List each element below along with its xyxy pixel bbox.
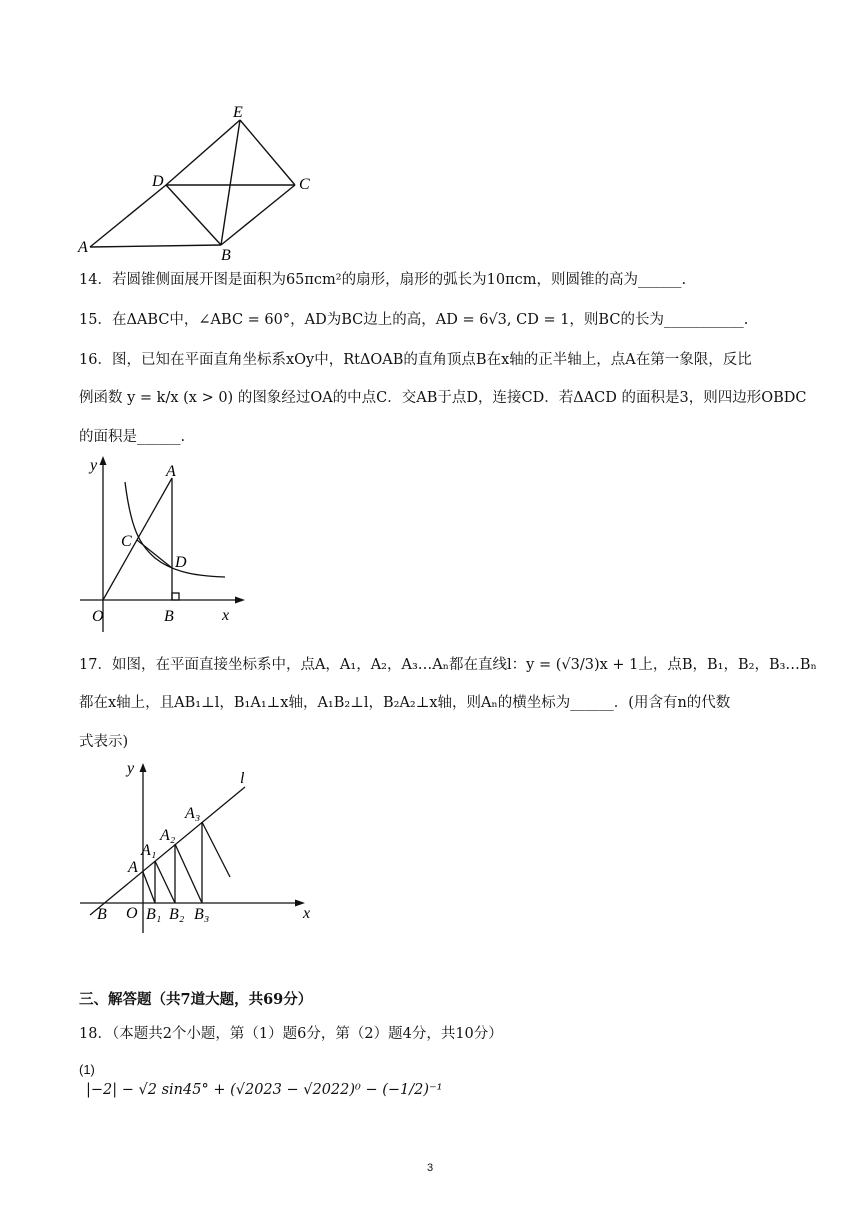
fig17-label-o: O	[126, 905, 138, 922]
fig17-label-l: l	[240, 770, 245, 787]
fig13-label-a: A	[78, 239, 88, 256]
figure-17	[75, 755, 325, 935]
question-15: 15．在ΔABC中，∠ABC = 60°，AD为BC边上的高，AD = 6√3, CD = 1，则BC的长为___________.	[79, 312, 749, 328]
question-14: 14．若圆锥侧面展开图是面积为65πcm²的扇形，扇形的弧长为10πcm，则圆锥的高为______.	[79, 272, 687, 288]
fig17-label-x: x	[303, 905, 311, 922]
question-16-line-2: 例函数 y = k/x (x > 0) 的图象经过OA的中点C．交AB于点D，连接CD．若ΔACD 的面积是3，则四边形OBDC	[79, 390, 807, 406]
question-17-line-3: 式表示)	[79, 734, 129, 750]
fig13-label-b: B	[221, 247, 231, 264]
section-3-title: 三、解答题（共7道大题，共69分）	[79, 991, 313, 1008]
fig17-label-b: B	[97, 906, 107, 923]
fig17-label-a3: A₃	[185, 805, 201, 822]
fig16-label-d: D	[175, 554, 187, 571]
page-number: 3	[426, 1162, 434, 1174]
fig16-label-o: O	[92, 608, 104, 625]
fig13-label-e: E	[233, 104, 243, 121]
figure-16	[75, 450, 255, 640]
fig13-label-c: C	[299, 176, 310, 193]
fig13-label-d: D	[152, 173, 164, 190]
figure-13	[70, 100, 330, 265]
question-16-line-1: 16．图，已知在平面直角坐标系xOy中，RtΔOAB的直角顶点B在x轴的正半轴上，点A在第一象限，反比	[79, 352, 752, 368]
fig16-label-b: B	[164, 608, 174, 625]
fig17-label-a2: A₂	[160, 827, 176, 844]
question-18-intro: 18．（本题共2个小题，第（1）题6分，第（2）题4分，共10分）	[79, 1026, 503, 1042]
question-18-part-1-label: (1)	[79, 1062, 95, 1077]
fig17-label-b2: B₂	[169, 906, 185, 923]
fig16-label-x: x	[222, 607, 230, 624]
fig16-label-a: A	[166, 463, 176, 480]
fig17-label-a1: A₁	[141, 842, 157, 859]
fig16-label-y: y	[90, 457, 98, 474]
fig17-label-y: y	[127, 760, 135, 777]
fig16-label-c: C	[121, 533, 132, 550]
fig17-label-a: A	[128, 859, 138, 876]
question-17-line-2: 都在x轴上，且AB₁⊥l，B₁A₁⊥x轴，A₁B₂⊥l，B₂A₂⊥x轴，则Aₙ的横坐标为______．(用含有n的代数	[79, 695, 731, 711]
fig17-label-b1: B₁	[146, 906, 162, 923]
question-16-line-3: 的面积是______.	[79, 429, 186, 445]
fig17-label-b3: B₃	[194, 906, 210, 923]
question-18-part-1-expression: |−2| − √2 sin45° + (√2023 − √2022)⁰ − (−1/2)⁻¹	[86, 1082, 443, 1098]
question-17-line-1: 17．如图，在平面直接坐标系中，点A，A₁，A₂，A₃…Aₙ都在直线l：y = (√3/3)x + 1上，点B，B₁，B₂，B₃…Bₙ	[79, 657, 817, 673]
